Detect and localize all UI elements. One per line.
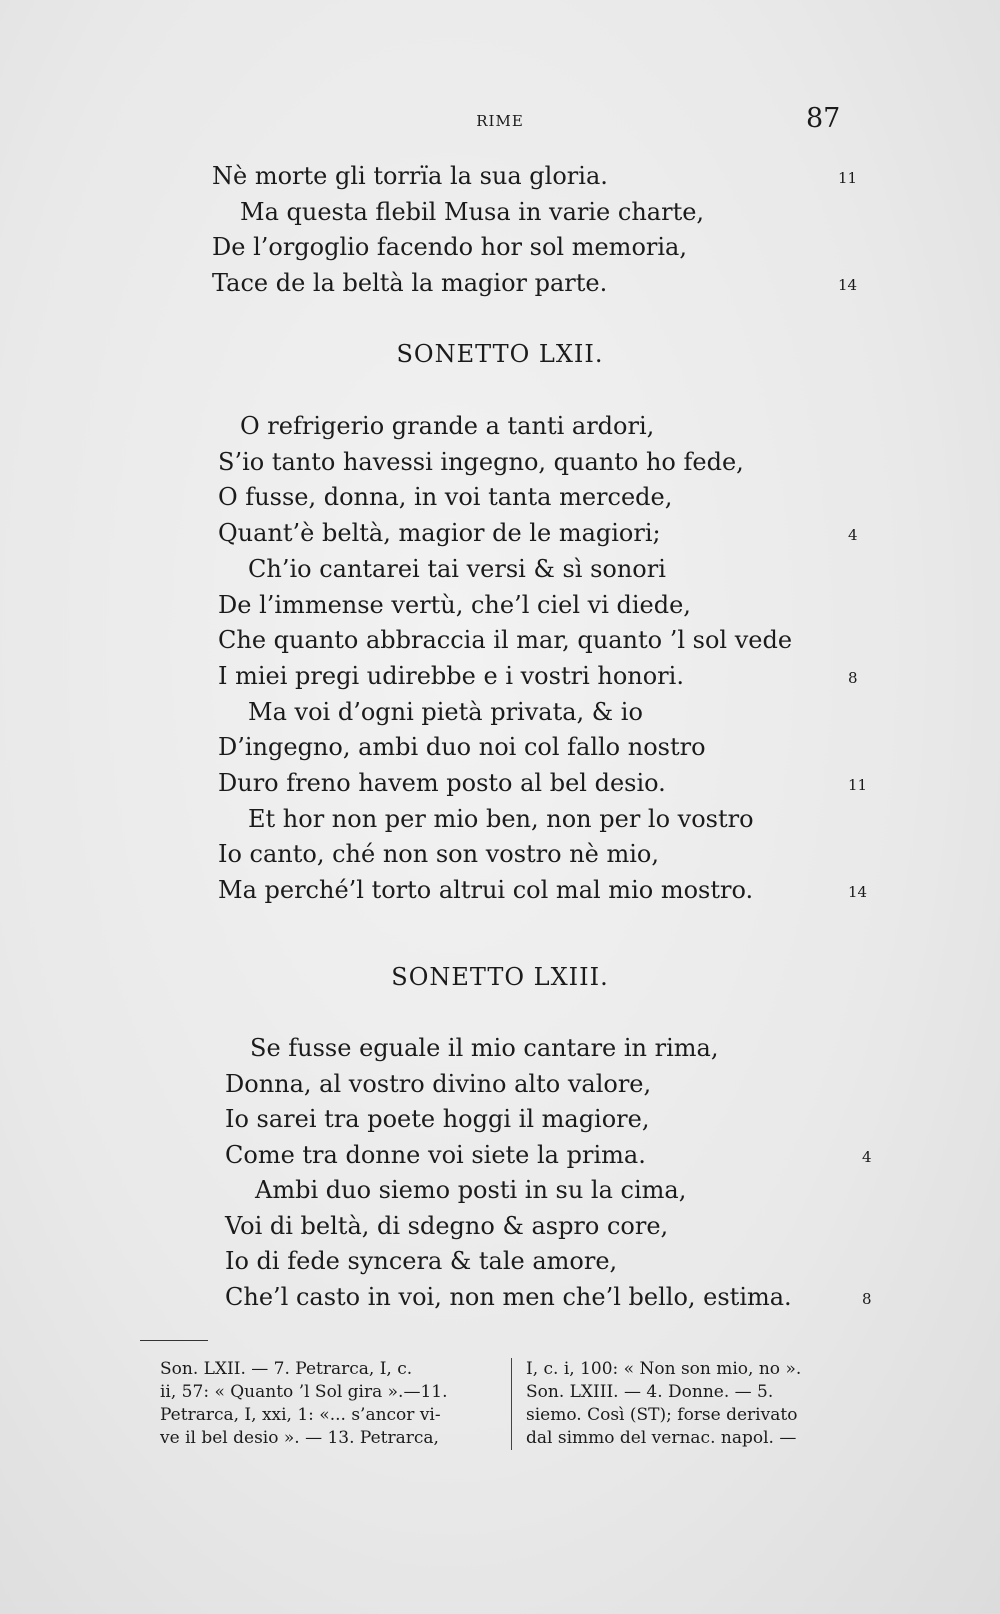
verse-text: Come tra donne voi siete la prima.: [225, 1140, 646, 1169]
footnote-line: ve il bel desio ». — 13. Petrarca,: [160, 1428, 439, 1448]
running-head: RIME: [476, 112, 524, 130]
verse-text: De l’orgoglio facendo hor sol memoria,: [212, 233, 687, 261]
verse-text: Io sarei tra poete hoggi il magiore,: [225, 1105, 650, 1133]
line-number: 4: [862, 1147, 872, 1166]
verse-text: I miei pregi udirebbe e i vostri honori.: [218, 661, 684, 690]
footnote-line: I, c. i, 100: « Non son mio, no ».: [526, 1359, 802, 1379]
footnote-rule: [140, 1340, 208, 1341]
footnote-line: Son. LXII. — 7. Petrarca, I, c.: [160, 1359, 413, 1379]
footnotes-left: [160, 1358, 447, 1450]
verse-text: Tace de la beltà la magior parte.: [212, 268, 608, 297]
verse-text: Io canto, ché non son vostro nè mio,: [218, 840, 660, 869]
verse-text: Io di fede syncera & tale amore,: [225, 1247, 618, 1275]
verse-text: O fusse, donna, in voi tanta mercede,: [218, 483, 673, 512]
footnote-line: Son. LXIII. — 4. Donne. — 5.: [526, 1382, 774, 1402]
verse-text: Quant’è beltà, magior de le magiori;: [218, 519, 661, 548]
verse-text: Ma voi d’ogni pietà privata, & io: [248, 697, 643, 726]
verse-text: Ambi duo siemo posti in su la cima,: [255, 1176, 687, 1204]
verse-text: Voi di beltà, di sdegno & aspro core,: [225, 1211, 669, 1240]
verse-text: S’io tanto havessi ingegno, quanto ho fede,: [218, 447, 744, 476]
line-number: 8: [848, 668, 858, 687]
line-number: 8: [862, 1289, 872, 1308]
verse-text: Ch’io cantarei tai versi & sì sonori: [248, 554, 666, 583]
sonnet-62-title: SONETTO LXII.: [396, 340, 604, 368]
verse-text: Duro freno havem posto al bel desio.: [218, 769, 666, 797]
verse-text: Ma questa flebil Musa in varie charte,: [240, 197, 705, 226]
verse-text: Nè morte gli torrïa la sua gloria.: [212, 162, 608, 190]
verse-text: De l’immense vertù, che’l ciel vi diede,: [218, 590, 691, 619]
footnote-line: Petrarca, I, xxi, 1: «... s’ancor vi-: [160, 1405, 441, 1425]
page-number: 87: [806, 103, 841, 134]
verse-text: Ma perché’l torto altrui col mal mio mostro.: [218, 876, 754, 905]
footnote-line: dal simmo del vernac. napol. —: [526, 1428, 797, 1448]
line-number: 14: [848, 883, 868, 902]
line-number: 14: [838, 275, 858, 294]
line-number: 4: [848, 526, 858, 545]
verse-text: Che quanto abbraccia il mar, quanto ’l sol vede: [218, 626, 793, 655]
verse-text: D’ingegno, ambi duo noi col fallo nostro: [218, 733, 706, 762]
line-number: 11: [848, 776, 868, 794]
verse-text: O refrigerio grande a tanti ardori,: [240, 412, 655, 440]
verse-text: Donna, al vostro divino alto valore,: [225, 1069, 652, 1098]
verse-text: Che’l casto in voi, non men che’l bello, estima.: [225, 1282, 792, 1311]
footnote-column-divider: [511, 1358, 512, 1450]
verse-text: Se fusse eguale il mio cantare in rima,: [250, 1034, 719, 1062]
footnote-line: siemo. Così (ST); forse derivato: [526, 1405, 798, 1425]
footnote-line: ii, 57: « Quanto ’l Sol gira ».—11.: [160, 1382, 448, 1402]
verse-text: Et hor non per mio ben, non per lo vostro: [248, 804, 754, 833]
line-number: 11: [838, 169, 858, 187]
footnotes-right: [526, 1358, 801, 1450]
sonnet-63-title: SONETTO LXIII.: [391, 963, 609, 991]
